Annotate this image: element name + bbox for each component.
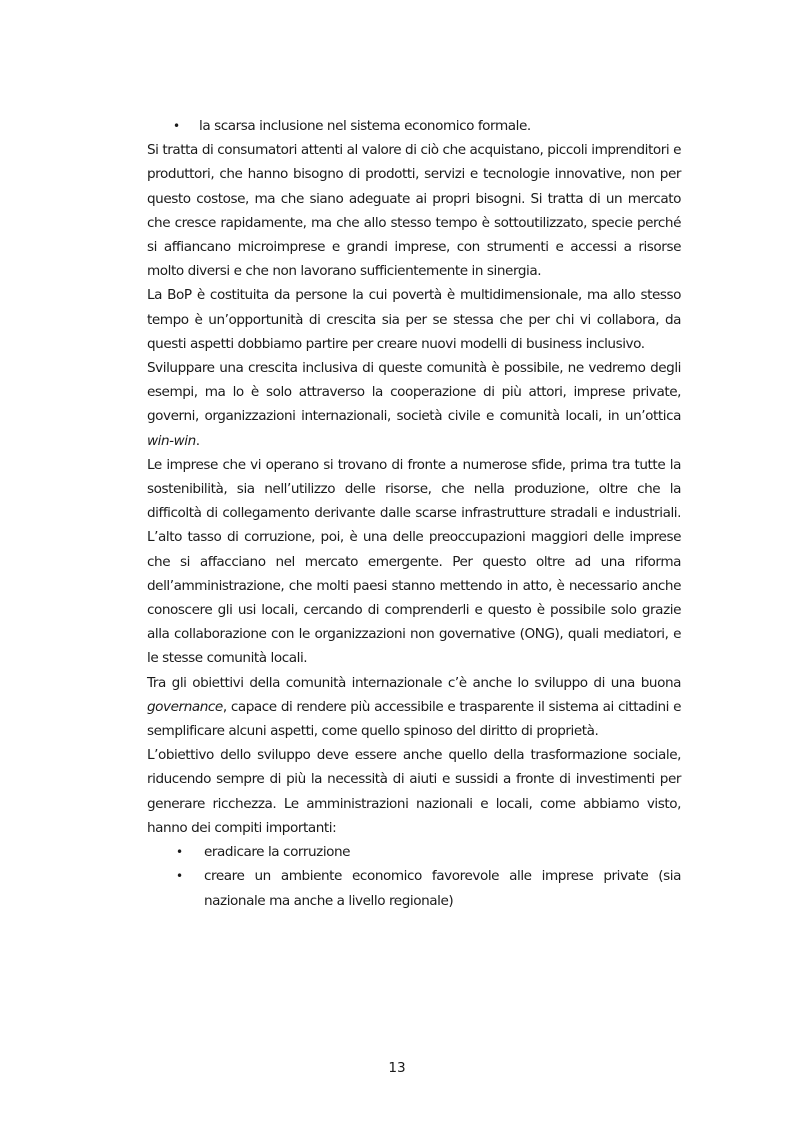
bullet-icon: • <box>176 845 183 860</box>
bullet-icon: • <box>173 119 180 133</box>
paragraph-text-end: . <box>195 432 200 449</box>
paragraph-sfide: Le imprese che vi operano si trovano di fronte a numerose sfide, prima tra tutte la sostenibilità, sia nell’utilizzo delle risorse, che nella produzione, oltre che la difficoltà di collegamento derivante dalle scarse infrastrutture stradali e industriali. L’alto tasso di corruzione, poi, è una delle preoccupazioni maggiori delle imprese che si affacciano nel mercato emergente. Per questo oltre ad una riforma dell’amministrazione, che molti paesi stanno mettendo in atto, è necessario anche conoscere gli usi locali, cercando di comprenderli e questo è possibile solo grazie alla collaborazione con le organizzazioni non governative (ONG), quali mediatori, e le stesse comunità locali. <box>147 456 681 667</box>
list-item-text: creare un ambiente economico favorevole alle imprese private (sia nazionale ma anche a livello regionale) <box>204 868 681 909</box>
list-item <box>147 864 681 912</box>
paragraph-text: Tra gli obiettivi della comunità internazionale c’è anche lo sviluppo di una buona <box>147 674 681 691</box>
bullet-icon: • <box>176 869 183 884</box>
italic-term: governance <box>147 698 223 715</box>
paragraph-crescita-inclusiva <box>147 356 681 453</box>
list-item <box>147 840 681 864</box>
list-item <box>147 114 681 138</box>
paragraph-consumatori: Si tratta di consumatori attenti al valore di ciò che acquistano, piccoli imprenditori e produttori, che hanno bisogno di prodotti, servizi e tecnologie innovative, non per questo costose, ma che siano adeguate ai propri bisogni. Si tratta di un mercato che cresce rapidamente, ma che allo stesso tempo è sottoutilizzato, specie perché si affiancano microimprese e grandi imprese, con strumenti e accessi a risorse molto diversi e che non lavorano sufficientemente in sinergia. <box>147 142 681 280</box>
italic-term: win-win <box>147 432 196 449</box>
paragraph-text: Sviluppare una crescita inclusiva di queste comunità è possibile, ne vedremo degli esempi, ma lo è solo attraverso la cooperazione di più attori, imprese private, governi, organizzazioni internazionali, società civile e comunità locali, in un’ottica <box>147 360 681 425</box>
paragraph-bop: La BoP è costituita da persone la cui povertà è multidimensionale, ma allo stesso tempo è un’opportunità di crescita sia per se stessa che per chi vi collabora, da questi aspetti dobbiamo partire per creare nuovi modelli di business inclusivo. <box>147 287 681 352</box>
bullet-list <box>147 840 681 913</box>
list-item-text: eradicare la corruzione <box>204 844 351 861</box>
paragraph-trasformazione-sociale: L’obiettivo dello sviluppo deve essere anche quello della trasformazione sociale, riducendo sempre di più la necessità di aiuti e sussidi a fronte di investimenti per generare ricchezza. Le amministrazioni nazionali e locali, come abbiamo visto, hanno dei compiti importanti: <box>147 747 681 836</box>
page-body <box>147 114 681 913</box>
bullet-list <box>147 114 681 138</box>
paragraph-governance <box>147 671 681 744</box>
paragraph-text-end: , capace di rendere più accessibile e trasparente il sistema ai cittadini e semplificare alcuni aspetti, come quello spinoso del diritto di proprietà. <box>147 698 681 740</box>
page-number: 13 <box>388 1060 406 1076</box>
list-item-text: la scarsa inclusione nel sistema economico formale. <box>199 118 531 134</box>
